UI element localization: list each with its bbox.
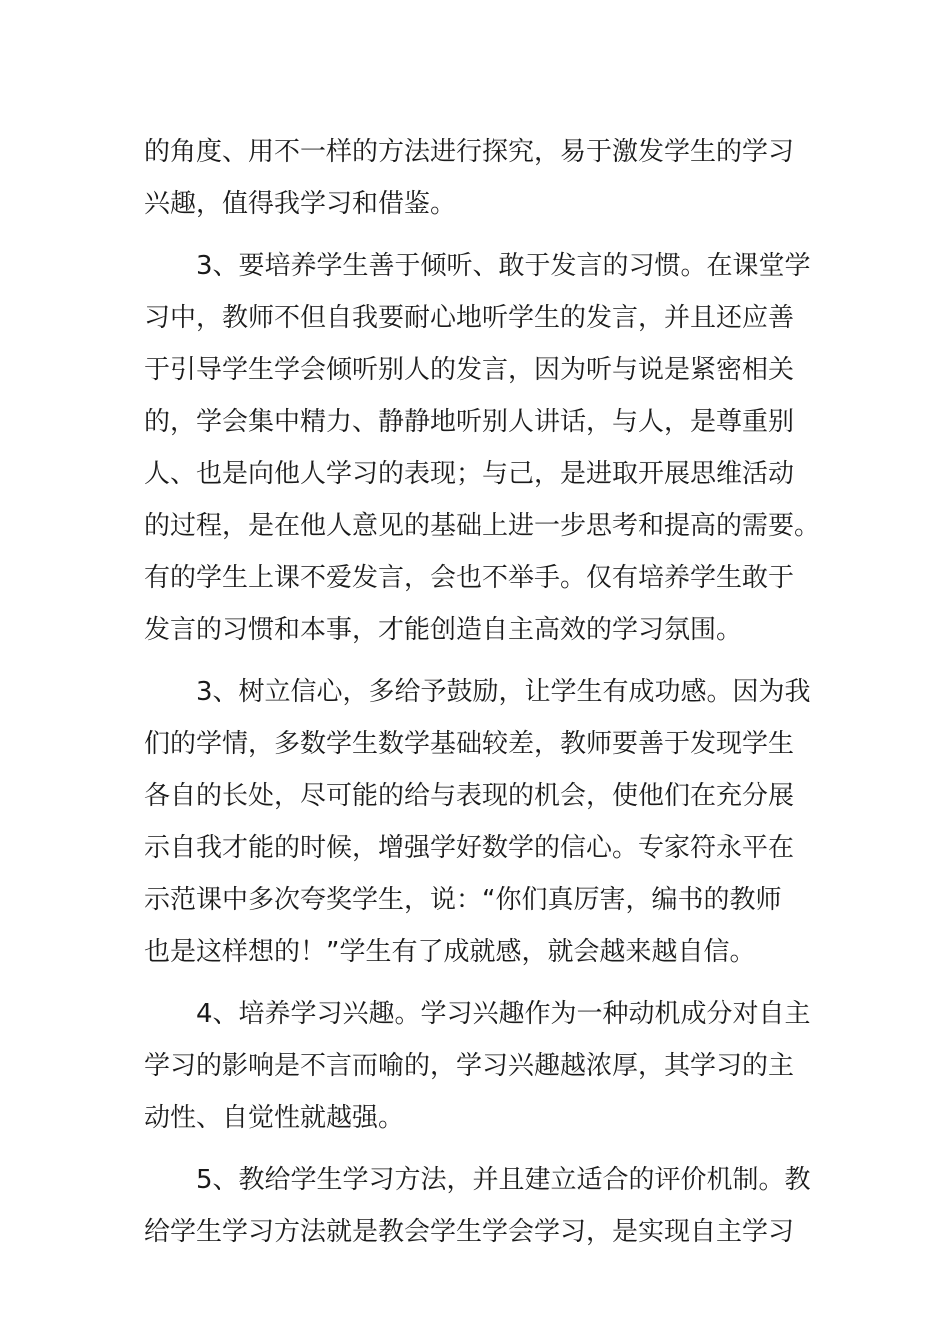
text-line: 3、树立信心，多给予鼓励，让学生有成功感。因为我 [196, 677, 811, 707]
text-line: 4、培养学习兴趣。学习兴趣作为一种动机成分对自主 [196, 999, 811, 1029]
text-line: 于引导学生学会倾听别人的发言，因为听与说是紧密相关 [144, 355, 795, 385]
text-line: 给学生学习方法就是教会学生学会学习，是实现自主学习 [144, 1217, 795, 1247]
text-line: 也是这样想的！”学生有了成就感，就会越来越自信。 [144, 937, 756, 967]
paragraph-2 [144, 240, 821, 656]
text-line: 各自的长处，尽可能的给与表现的机会，使他们在充分展 [144, 781, 795, 811]
paragraph-5 [144, 1154, 814, 1258]
text-line: 们的学情，多数学生数学基础较差，教师要善于发现学生 [144, 729, 795, 759]
text-line: 习中，教师不但自我要耐心地听学生的发言，并且还应善 [144, 303, 795, 333]
text-line: 示范课中多次夸奖学生，说：“你们真厉害，编书的教师 [144, 885, 782, 915]
text-line: 学习的影响是不言而喻的，学习兴趣越浓厚，其学习的主 [144, 1051, 795, 1081]
text-line: 的过程，是在他人意见的基础上进一步思考和提高的需要。 [144, 511, 821, 541]
text-line: 发言的习惯和本事，才能创造自主高效的学习氛围。 [144, 615, 743, 645]
text-line: 5、教给学生学习方法，并且建立适合的评价机制。教 [196, 1165, 811, 1195]
text-line: 动性、自觉性就越强。 [144, 1103, 405, 1133]
paragraph-3 [144, 666, 814, 978]
text-line: 兴趣，值得我学习和借鉴。 [144, 189, 457, 219]
document-body [144, 126, 821, 1258]
text-line: 示自我才能的时候，增强学好数学的信心。专家符永平在 [144, 833, 795, 863]
text-line: 3、要培养学生善于倾听、敢于发言的习惯。在课堂学 [196, 251, 811, 281]
text-line: 人、也是向他人学习的表现；与己，是进取开展思维活动 [144, 459, 795, 489]
paragraph-4 [144, 988, 814, 1144]
paragraph-1 [144, 126, 814, 230]
text-line: 有的学生上课不爱发言，会也不举手。仅有培养学生敢于 [144, 563, 795, 593]
text-line: 的角度、用不一样的方法进行探究，易于激发学生的学习 [144, 137, 795, 167]
text-line: 的，学会集中精力、静静地听别人讲话，与人，是尊重别 [144, 407, 795, 437]
